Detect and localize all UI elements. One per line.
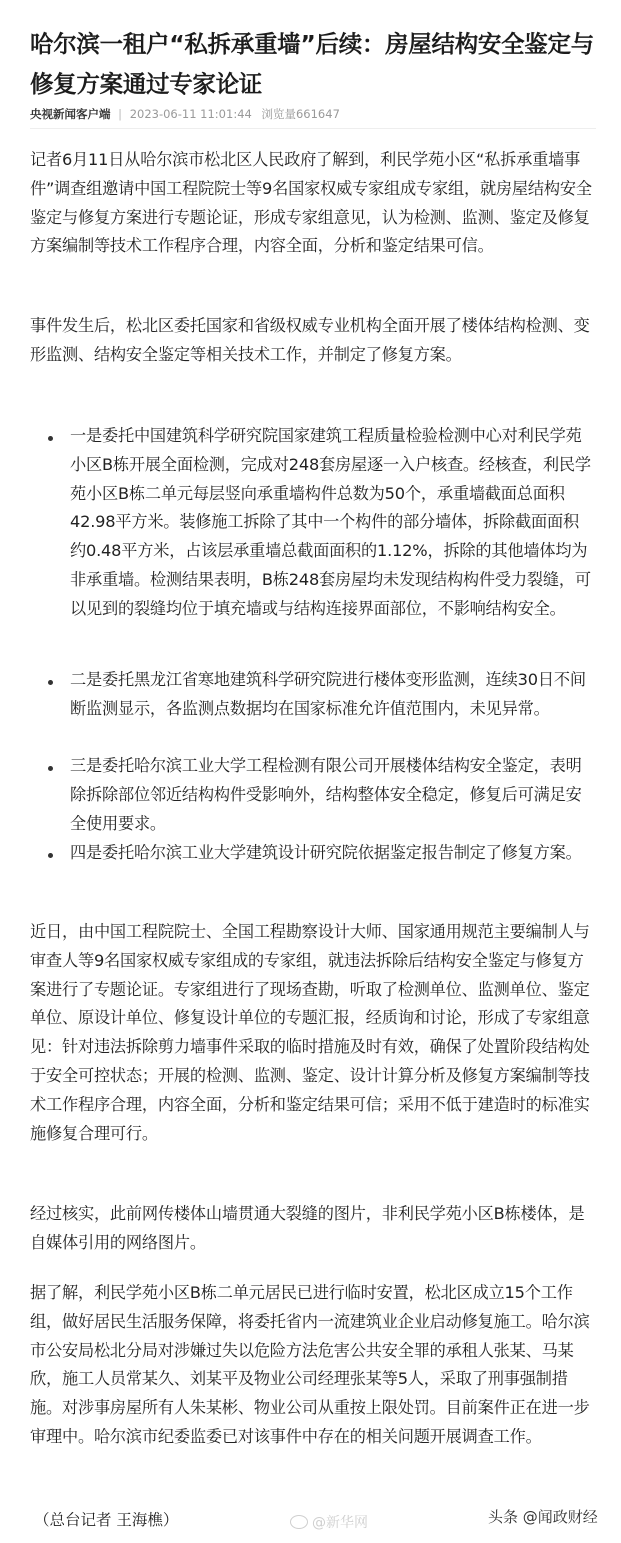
bullet-item-repair-plan: 四是委托哈尔滨工业大学建筑设计研究院依据鉴定报告制定了修复方案。: [70, 843, 582, 862]
paragraph-rumor-clarification: 经过核实，此前网传楼体山墙贯通大裂缝的图片，非利民学苑小区B栋楼体，是自媒体引用的网络图片。: [30, 1204, 585, 1252]
article-title: 哈尔滨一租户“私拆承重墙”后续：房屋结构安全鉴定与修复方案通过专家论证: [30, 29, 594, 98]
xinhua-watermark: [290, 1512, 368, 1532]
toutiao-watermark: 头条 @闻政财经: [488, 1508, 598, 1526]
bullet-dot: [48, 853, 53, 858]
paragraph-expert-review: 近日，由中国工程院院士、全国工程勘察设计大师、国家通用规范主要编制人与审查人等9名国家权威专家组成的专家组，就违法拆除后结构安全鉴定与修复方案进行了专题论证。专家组进行了现场查勘，听取了检测单位、监测单位、鉴定单位、原设计单位、修复设计单位的专题汇报，经质询和讨论，形成了专家组意见：针对违法拆除剪力墙事件采取的临时措施及时有效，确保了处置阶段结构处于安全可控状态；开展的检测、监测、鉴定、设计计算分析及修复方案编制等技术工作程序合理，内容全面，分析和鉴定结果可信；采用不低于建造时的标准实施修复合理可行。: [30, 922, 590, 1143]
bullet-dot: [48, 766, 53, 771]
weibo-logo-icon: [290, 1515, 308, 1529]
bullet-dot: [48, 436, 53, 441]
meta-divider: [30, 128, 596, 129]
source-name[interactable]: 央视新闻客户端: [30, 107, 111, 121]
publish-datetime: 2023-06-11 11:01:44: [129, 107, 252, 121]
paragraph-follow-up: 据了解，利民学苑小区B栋二单元居民已进行临时安置，松北区成立15个工作组，做好居民生活服务保障，将委托省内一流建筑业企业启动修复施工。哈尔滨市公安局松北分局对涉嫌过失以危险方法危害公共安全罪的承租人张某、马某欣，施工人员常某久、刘某平及物业公司经理张某等5人，采取了刑事强制措施。对涉事房屋所有人朱某彬、物业公司从重按上限处罚。目前案件正在进一步审理中。哈尔滨市纪委监委已对该事件中存在的相关问题开展调查工作。: [30, 1283, 590, 1446]
paragraph-background: 事件发生后，松北区委托国家和省级权威专业机构全面开展了楼体结构检测、变形监测、结构安全鉴定等相关技术工作，并制定了修复方案。: [30, 316, 590, 364]
paragraph-intro: 记者6月11日从哈尔滨市松北区人民政府了解到，利民学苑小区“私拆承重墙事件”调查组邀请中国工程院院士等9名国家权威专家组成专家组，就房屋结构安全鉴定与修复方案进行专题论证，形成专家组意见，认为检测、监测、鉴定及修复方案编制等技术工作程序合理，内容全面，分析和鉴定结果可信。: [30, 150, 592, 256]
meta-separator: |: [118, 107, 123, 121]
xinhua-watermark-text: @新华网: [312, 1515, 368, 1531]
article-meta: [30, 106, 340, 122]
bullet-item-monitoring: 二是委托黑龙江省寒地建筑科学研究院进行楼体变形监测，连续30日不间断监测显示，各监测点数据均在国家标准允许值范围内，未见异常。: [70, 670, 586, 718]
bullet-dot: [48, 680, 53, 685]
reporter-signature: （总台记者 王海樵）: [34, 1511, 179, 1529]
bullet-item-appraisal: 三是委托哈尔滨工业大学工程检测有限公司开展楼体结构安全鉴定，表明除拆除部位邻近结构构件受影响外，结构整体安全稳定，修复后可满足安全使用要求。: [70, 756, 582, 833]
bullet-item-inspection: 一是委托中国建筑科学研究院国家建筑工程质量检验检测中心对利民学苑小区B栋开展全面检测，完成对248套房屋逐一入户核查。经核查，利民学苑小区B栋二单元每层竖向承重墙构件总数为50个，承重墙截面总面积42.98平方米。装修施工拆除了其中一个构件的部分墙体，拆除截面面积约0.48平方米，占该层承重墙总截面面积的1.12%，拆除的其他墙体均为非承重墙。检测结果表明，B栋248套房屋均未发现结构构件受力裂缝，可以见到的裂缝均位于填充墙或与结构连接界面部位，不影响结构安全。: [70, 426, 591, 618]
view-count: 浏览量661647: [261, 107, 340, 121]
